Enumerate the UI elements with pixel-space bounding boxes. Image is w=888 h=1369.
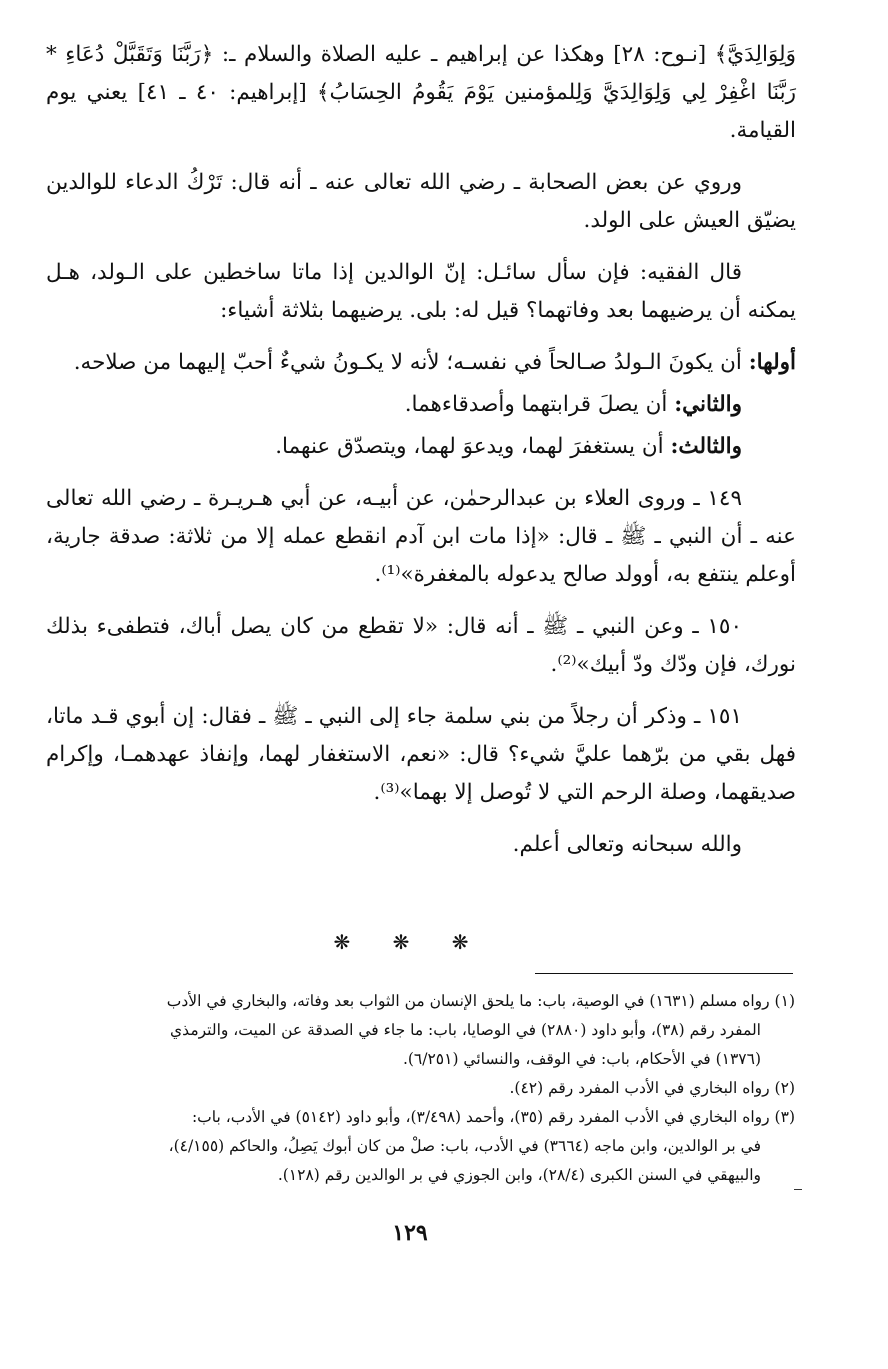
section-separator-stars: ❋ ❋ ❋ bbox=[333, 930, 487, 954]
third-label: والثالث: bbox=[670, 434, 742, 459]
main-text bbox=[46, 36, 796, 878]
first-label: أولها: bbox=[748, 350, 796, 375]
footnote-1-line-3: (١٣٧٦) في الأحكام، باب: في الوقف، والنسائي (٦/٢٥١). bbox=[402, 1050, 761, 1068]
paragraph-companion-saying: وروي عن بعض الصحابة ـ رضي الله تعالى عنه ـ أنه قال: تَرْكُ الدعاء للوالدين يضيّق العيش على الولد. bbox=[46, 170, 796, 233]
second-label: والثاني: bbox=[674, 392, 742, 417]
page-number: ١٢٩ bbox=[392, 1220, 428, 1246]
paragraph-quran-verses: وَلِوَالِدَيَّ﴾ [نـوح: ٢٨] وهكذا عن إبراهيم ـ عليه الصلاة والسلام ـ: ﴿رَبَّنَا وَتَقَبَّلْ دُعَاءِ * رَبَّنَا اغْفِرْ لِي وَلِوَالِدَيَّ وَلِلمؤمنين يَوْمَ يَقُومُ الحِسَابُ﴾ [إبراهيم: ٤٠ ـ ٤١] يعني يوم القيامة. bbox=[46, 42, 796, 143]
footnote-3-line-2: في بر الوالدين، وابن ماجه (٣٦٦٤) في الأدب، باب: صلْ من كان أبوك يَصِلُ، والحاكم (٤/١٥٥)، bbox=[168, 1137, 761, 1155]
second-text: أن يصلَ قرابتهما وأصدقاءهما. bbox=[404, 392, 668, 417]
third-text: أن يستغفرَ لهما، ويدعوَ لهما، ويتصدّق عنهما. bbox=[275, 434, 664, 459]
paragraph-hadith-150: ١٥٠ ـ وعن النبي ـ ﷺ ـ أنه قال: «لا تقطع من كان يصل أباك، فتطفىء بذلك نورك، فإن ودّك ودّ أبيك»⁽²⁾. bbox=[46, 614, 796, 677]
footnote-1-line-1: (١) رواه مسلم (١٦٣١) في الوصية، باب: ما يلحق الإنسان من الثواب بعد وفاته، والبخاري في الأدب bbox=[166, 992, 795, 1010]
paragraph-hadith-151: ١٥١ ـ وذكر أن رجلاً من بني سلمة جاء إلى النبي ـ ﷺ ـ فقال: إن أبوي قـد ماتا، فهل بقي من برّهما عليَّ شيء؟ قال: «نعم، الاستغفار لهما، وإنفاذ عهدهمـا، وإكرام صديقهما، وصلة الرحم التي لا تُوصل إلا بهما»⁽³⁾. bbox=[46, 704, 796, 805]
footnote-3-line-3: والبيهقي في السنن الكبرى (٢٨/٤)، وابن الجوزي في بر الوالدين رقم (١٢٨). bbox=[277, 1166, 761, 1184]
paragraph-third-thing bbox=[46, 428, 796, 466]
paragraph-closing: والله سبحانه وتعالى أعلم. bbox=[512, 832, 742, 857]
paragraph-first-thing bbox=[46, 344, 796, 382]
footnote-3-line-1: (٣) رواه البخاري في الأدب المفرد رقم (٣٥)، وأحمد (٣/٤٩٨)، وأبو داود (٥١٤٢) في الأدب، باب: bbox=[191, 1108, 795, 1126]
footnote-2: (٢) رواه البخاري في الأدب المفرد رقم (٤٢). bbox=[509, 1079, 795, 1097]
paragraph-hadith-149: ١٤٩ ـ وروى العلاء بن عبدالرحمٰن، عن أبيـه، عن أبي هـريـرة ـ رضي الله تعالى عنه ـ أن النبي ـ ﷺ ـ قال: «إذا مات ابن آدم انقطع عمله إلا من ثلاثة: صدقة جارية، أوعلم ينتفع به، أوولد صالح يدعوله بالمغفرة»⁽¹⁾. bbox=[46, 486, 796, 587]
footnote-rule bbox=[535, 973, 793, 974]
first-text: أن يكونَ الـولدُ صـالحاً في نفسـه؛ لأنه لا يكـونُ شيءٌ أحبّ إليهما من صلاحه. bbox=[73, 350, 742, 375]
footnote-1-line-2: المفرد رقم (٣٨)، وأبو داود (٢٨٨٠) في الوصايا، باب: ما جاء في الصدقة عن الميت، والترمذي bbox=[170, 1021, 761, 1039]
paragraph-jurist-question: قال الفقيه: فإن سأل سائـل: إنّ الوالدين إذا ماتا ساخطين على الـولد، هـل يمكنه أن يرضيهما بعد وفاتهما؟ قيل له: بلى. يرضيهما بثلاثة أشياء: bbox=[46, 260, 796, 323]
margin-tick-mark bbox=[794, 1189, 802, 1190]
paragraph-second-thing bbox=[46, 386, 796, 424]
footnotes bbox=[50, 987, 795, 1190]
